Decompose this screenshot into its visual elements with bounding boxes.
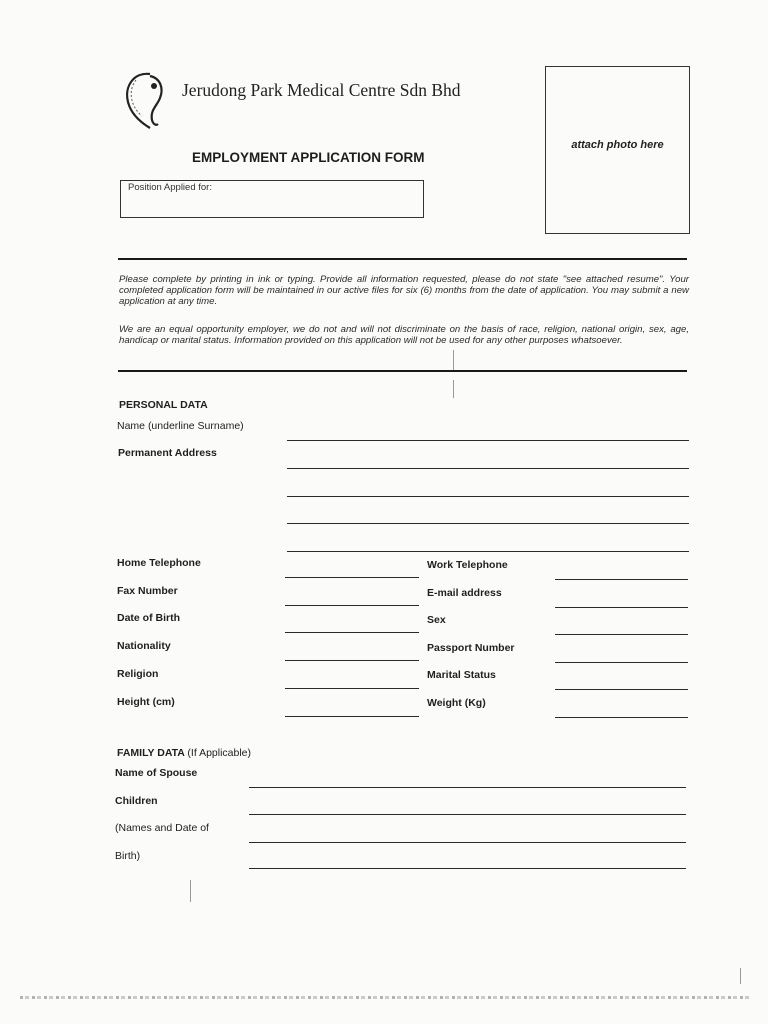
name-hint: (underline Surname)	[147, 420, 244, 432]
email-address-field[interactable]	[555, 607, 688, 608]
family-data-heading	[117, 747, 251, 759]
instructions-paragraph-2: We are an equal opportunity employer, we do not and will not discriminate on the basis of race, religion, national origin, sex, age, handicap or marital status. Information provided on this application will not be used for any other purposes whatsoever.	[119, 324, 689, 346]
religion-label: Religion	[117, 668, 159, 680]
weight-label: Weight (Kg)	[427, 697, 486, 709]
address-line-3[interactable]	[287, 523, 689, 524]
fax-number-field[interactable]	[285, 605, 419, 606]
home-telephone-field[interactable]	[285, 577, 419, 578]
sex-label: Sex	[427, 614, 446, 626]
date-of-birth-field[interactable]	[285, 632, 419, 633]
marital-status-field[interactable]	[555, 689, 688, 690]
position-applied-label: Position Applied for:	[128, 182, 212, 193]
photo-label: attach photo here	[571, 139, 664, 151]
height-label: Height (cm)	[117, 696, 175, 708]
scan-mark	[453, 350, 454, 370]
children-note-1: (Names and Date of	[115, 822, 209, 834]
fax-number-label: Fax Number	[117, 585, 178, 597]
date-of-birth-label: Date of Birth	[117, 612, 180, 624]
photo-box[interactable]	[545, 66, 690, 234]
instructions-paragraph-1: Please complete by printing in ink or typing. Provide all information requested, please do not state "see attached resume". Your completed application form will be maintained in our active files for six (6) months from the date of application. You may submit a new application at any time.	[119, 274, 689, 307]
scan-mark	[453, 380, 454, 398]
home-telephone-label: Home Telephone	[117, 557, 201, 569]
work-telephone-field[interactable]	[555, 579, 688, 580]
email-address-label: E-mail address	[427, 587, 502, 599]
religion-field[interactable]	[285, 688, 419, 689]
children-line-1[interactable]	[249, 814, 686, 815]
address-label: Permanent Address	[118, 447, 217, 459]
name-label	[117, 420, 244, 432]
nationality-field[interactable]	[285, 660, 419, 661]
height-field[interactable]	[285, 716, 419, 717]
family-data-heading-text: FAMILY DATA	[117, 747, 185, 759]
company-name: Jerudong Park Medical Centre Sdn Bhd	[182, 80, 461, 100]
company-logo-icon	[120, 66, 176, 132]
name-field[interactable]	[287, 440, 689, 441]
scan-mark	[190, 880, 191, 902]
nationality-label: Nationality	[117, 640, 171, 652]
children-line-3[interactable]	[249, 868, 686, 869]
marital-status-label: Marital Status	[427, 669, 496, 681]
scan-mark	[740, 968, 741, 984]
personal-data-heading: PERSONAL DATA	[119, 399, 208, 411]
address-line-1[interactable]	[287, 468, 689, 469]
form-title: EMPLOYMENT APPLICATION FORM	[192, 150, 425, 165]
children-line-2[interactable]	[249, 842, 686, 843]
family-data-note: (If Applicable)	[187, 747, 252, 759]
children-note-2: Birth)	[115, 850, 141, 862]
passport-number-field[interactable]	[555, 662, 688, 663]
name-label-text: Name	[117, 420, 146, 432]
passport-number-label: Passport Number	[427, 642, 515, 654]
divider-middle	[118, 370, 687, 372]
children-label: Children	[115, 795, 158, 807]
divider-top	[118, 258, 687, 260]
spouse-label: Name of Spouse	[115, 767, 198, 779]
sex-field[interactable]	[555, 634, 688, 635]
spouse-field[interactable]	[249, 787, 686, 788]
address-line-2[interactable]	[287, 496, 689, 497]
work-telephone-label: Work Telephone	[427, 559, 508, 571]
weight-field[interactable]	[555, 717, 688, 718]
position-applied-field[interactable]	[120, 180, 424, 218]
scan-edge	[20, 996, 750, 999]
address-line-4[interactable]	[287, 551, 689, 552]
